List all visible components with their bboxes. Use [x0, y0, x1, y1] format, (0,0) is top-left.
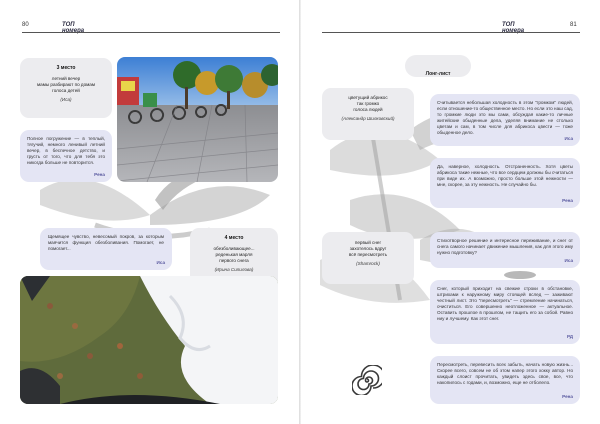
haiku-author: (Иса) [60, 97, 72, 103]
haiku-card-third-place [20, 58, 112, 118]
place-label: 3 место [56, 65, 76, 71]
comment-card [430, 158, 580, 208]
right-section-title: ТОП номера [502, 22, 525, 34]
comment-signature: РД [566, 334, 573, 339]
comment-signature: Иса [156, 260, 165, 265]
right-page-number: 81 [570, 22, 577, 28]
playground-photo-image [117, 57, 278, 182]
haiku-card [322, 232, 414, 284]
playground-photo [117, 57, 278, 182]
left-section-title: ТОП номера [62, 22, 85, 34]
haiku-author: (Александр Шилковский) [341, 116, 395, 122]
haiku-author: (Ирина Сипилова) [214, 267, 254, 273]
comment-text: Да, наверное, холодность. Отстраненность. Хотя цветы абрикоса такие нежные, что все сердцем должны бы считаться при виде их. А возможно, просто больше этой нежности — мне, скорее, за эту нежность. Не случайно бы. [437, 164, 573, 188]
comment-card [430, 232, 580, 268]
haiku-line: так громко [356, 101, 380, 107]
haiku-line: реденькая марля [215, 252, 253, 258]
comment-card [430, 280, 580, 344]
comment-text: Пересмотреть, перевесить всех забыть, начать новую жизнь... Скорее всего, совсем не об этом напер этого хокку автор. Но каждый слоист прочитать, увидеть здесь свое, все, что накопилось с годами, и, возможно, еще не отболело. [437, 362, 573, 386]
haiku-line: первого снега [219, 258, 249, 264]
snow-grass-photo-image [20, 276, 278, 404]
comment-card [430, 94, 580, 146]
long-list-label [405, 55, 471, 77]
comment-card [430, 356, 580, 404]
right-page [300, 0, 600, 424]
comment-signature: Иса [564, 258, 573, 263]
spiral-logo-icon [352, 365, 382, 395]
snow-grass-photo [20, 276, 278, 404]
haiku-line: всё пересмотреть [348, 252, 388, 258]
left-page-number: 80 [22, 22, 29, 28]
haiku-card [322, 88, 414, 140]
comment-card [40, 228, 172, 270]
comment-signature: Рена [562, 198, 573, 203]
left-header-rule [22, 32, 280, 33]
comment-text: Щемящее чувство, невесомый покров, за которым маячится функция обезболивания. Помогает, не помогает... [48, 234, 164, 252]
haiku-line: голоса людей [353, 107, 383, 113]
place-label: 4 место [224, 235, 244, 241]
comment-text: Снег, который приходит на свежие строки в обстановке, штрихами к наружному миру стоящей вслед — заживают честный лист. Это "пересмотреть" — стремление начинаться, очиститься. Его совершенно неотложенное — актуальное. Оставить прошлое в прошлом, не тащить его за собой. Равно ниу и лучшему. Как этот снег. [437, 286, 573, 322]
haiku-line: первый снег [354, 240, 382, 245]
comment-card [20, 130, 112, 182]
haiku-author: (Shamrock) [356, 261, 380, 267]
comment-text: Полное погружение — в теплый, тягучий, немного ленивый летний вечер, в беспечное детство, и грусть от того, что для тебя это никогда больше не повторится. [27, 136, 105, 166]
comment-signature: Рена [94, 172, 105, 177]
haiku-line: цветущий абрикос [348, 95, 388, 100]
haiku-line: захотелось вдруг [349, 246, 387, 252]
haiku-line: голоса детей [52, 88, 80, 94]
right-header-rule [322, 32, 580, 33]
comment-signature: Рена [562, 394, 573, 399]
haiku-line: мамы разбирают по домам [36, 82, 96, 88]
haiku-line: летний вечер [51, 76, 81, 81]
comment-text: Считывается небольшая холодность в этом "громком" людей, если отношение-то общественное место. Но если это наш сад, то громкие люди это мы сами, обсуждая какие-то личные житейские обыденные дела, уделяя внимание не столько цветам и сам, в том числе для абрикоса цвести — тоже обыденное дело. [437, 100, 573, 136]
comment-signature: Иса [564, 136, 573, 141]
long-list-title: Лонг-лист [425, 71, 451, 77]
comment-text: Стихотворное решение и интересное переживание, и снег от снега самого начинает движение мышления, как для этого иму нужно подготовку? [437, 238, 573, 256]
haiku-line: обезболивающее... [213, 246, 255, 251]
